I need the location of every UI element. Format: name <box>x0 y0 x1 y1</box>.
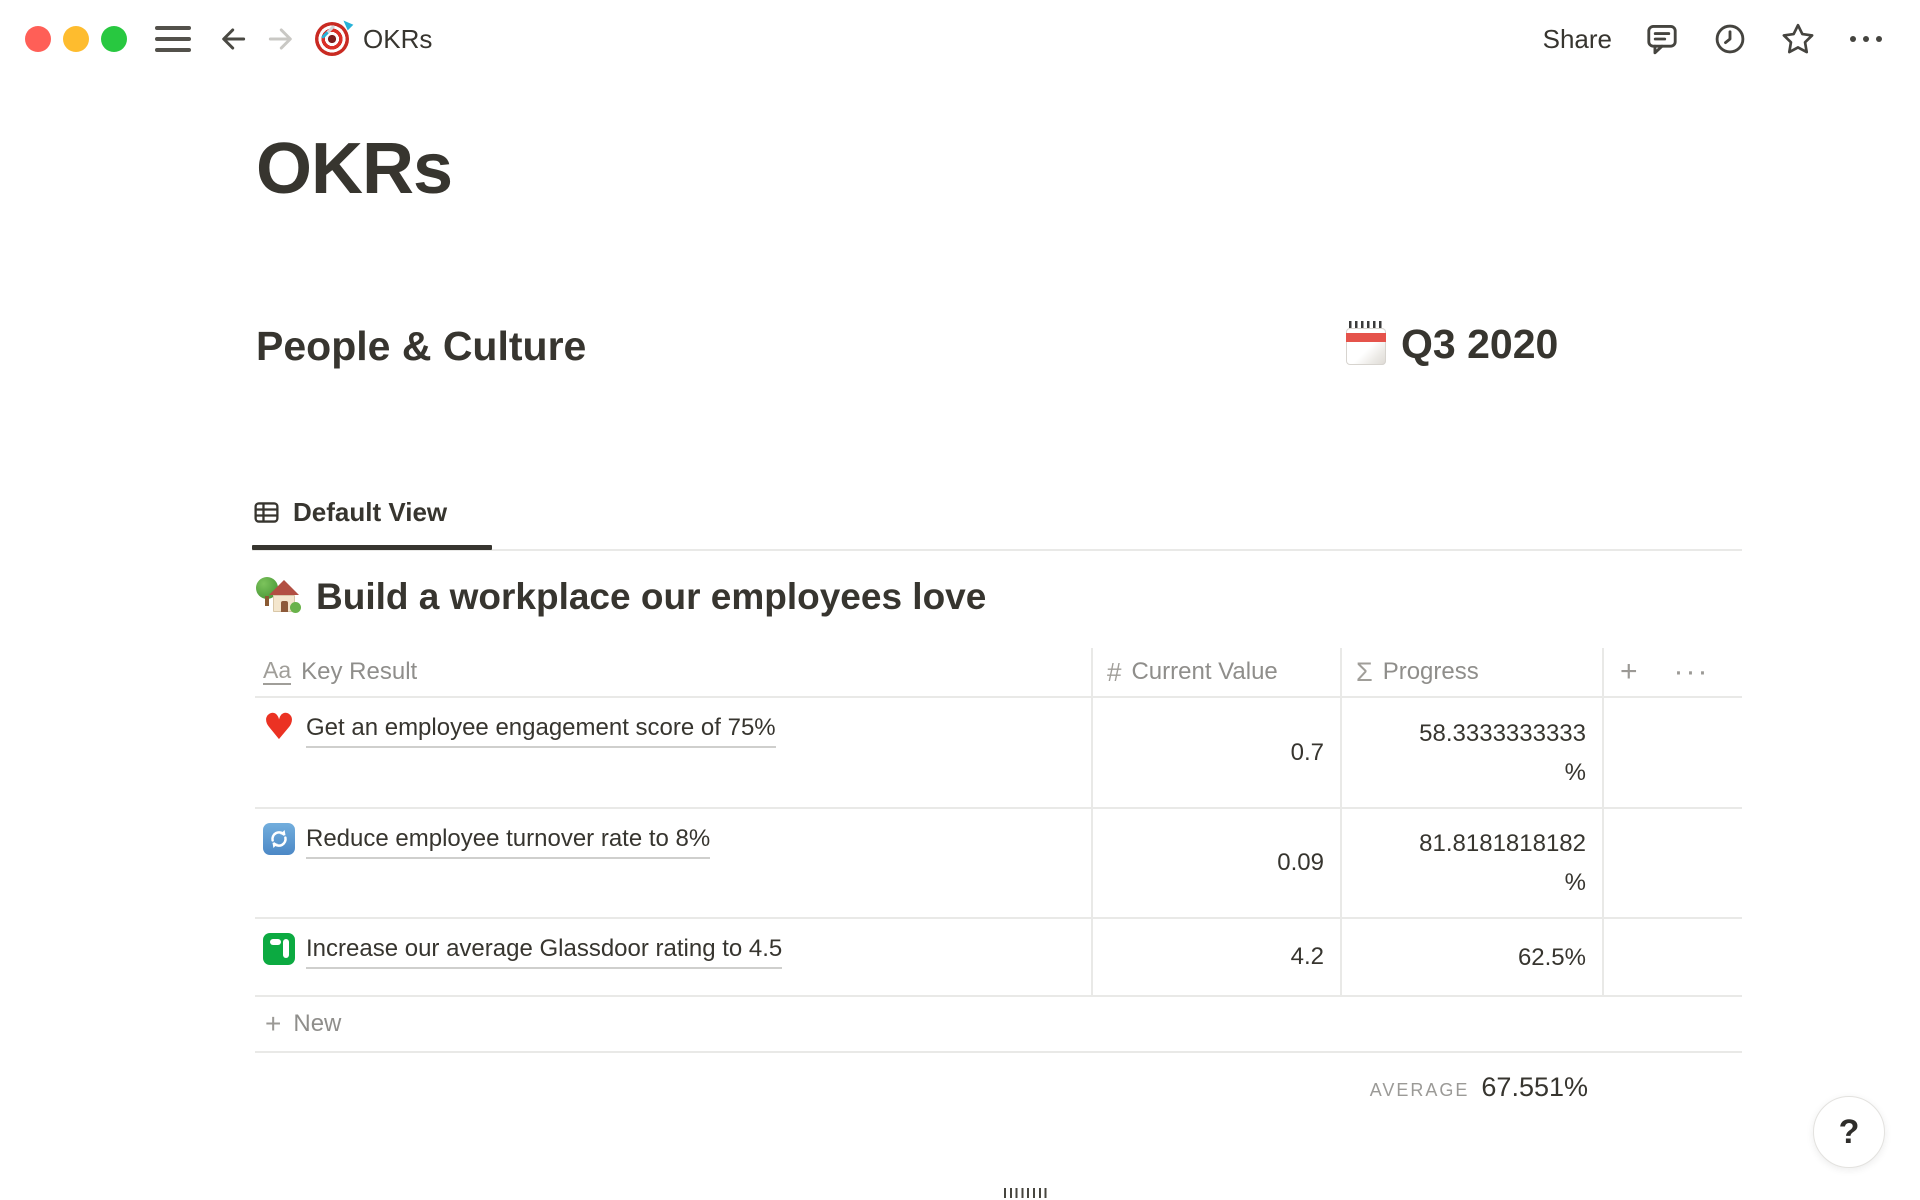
key-result-link[interactable]: Reduce employee turnover rate to 8% <box>306 822 710 859</box>
column-label: Key Result <box>301 658 418 685</box>
comment-icon <box>1644 21 1680 57</box>
topbar <box>0 0 1920 78</box>
sidebar-menu-button[interactable] <box>155 26 191 52</box>
current-value-cell[interactable]: 4.2 <box>1093 919 1342 995</box>
table-view-icon <box>252 498 281 527</box>
average-value: 67.551% <box>1481 1072 1588 1102</box>
quarter-heading[interactable] <box>1344 318 1558 370</box>
counterclockwise-arrows-icon <box>263 823 295 855</box>
clock-icon <box>1712 21 1748 57</box>
column-header-progress[interactable] <box>1342 648 1604 696</box>
close-window-button[interactable] <box>25 26 51 52</box>
tab-default-view[interactable] <box>252 497 447 528</box>
plus-icon: + <box>265 1008 282 1039</box>
text-property-icon: Aa <box>263 657 292 683</box>
comments-button[interactable] <box>1644 21 1680 57</box>
share-button[interactable]: Share <box>1542 23 1612 54</box>
star-icon <box>1780 21 1816 57</box>
red-heart-icon <box>263 712 295 744</box>
key-result-cell <box>255 809 1093 917</box>
calculation-row[interactable] <box>255 1052 1604 1103</box>
question-mark-icon: ? <box>1838 1112 1860 1151</box>
okr-table <box>255 648 1742 1053</box>
clipped-emoji-top <box>1004 1188 1050 1198</box>
current-value-cell[interactable]: 0.09 <box>1093 809 1342 917</box>
key-result-link[interactable]: Increase our average Glassdoor rating to 4.5 <box>306 932 782 969</box>
number-property-icon: # <box>1107 657 1122 687</box>
table-row <box>255 919 1742 997</box>
key-result-cell <box>255 919 1093 995</box>
glassdoor-logo-icon <box>263 933 295 965</box>
row-extra-cell <box>1604 698 1740 807</box>
back-button[interactable] <box>217 23 249 55</box>
dart-page-emoji-icon <box>315 22 349 56</box>
objective-title: Build a workplace our employees love <box>316 576 987 617</box>
active-tab-underline <box>252 545 492 550</box>
table-header-row <box>255 648 1742 698</box>
row-extra-cell <box>1604 919 1740 995</box>
row-extra-cell <box>1604 809 1740 917</box>
column-header-current-value[interactable] <box>1093 648 1342 696</box>
house-garden-emoji-icon <box>256 574 302 620</box>
current-value-cell[interactable]: 0.7 <box>1093 698 1342 807</box>
updates-button[interactable] <box>1712 21 1748 57</box>
average-label: AVERAGE <box>1369 1080 1470 1100</box>
key-result-link[interactable]: Get an employee engagement score of 75% <box>306 711 776 748</box>
header-extra-cell <box>1604 648 1740 696</box>
more-options-button[interactable] <box>1848 21 1884 57</box>
objective-heading[interactable] <box>256 572 986 622</box>
progress-cell: 58.3333333333% <box>1342 698 1604 807</box>
topbar-actions <box>1543 21 1884 57</box>
column-label: Progress <box>1382 658 1479 685</box>
table-options-button[interactable]: ··· <box>1673 655 1710 688</box>
breadcrumb[interactable] <box>315 22 432 56</box>
back-arrow-icon <box>217 23 249 55</box>
page-title[interactable]: OKRs <box>256 129 453 209</box>
minimize-window-button[interactable] <box>63 26 89 52</box>
traffic-lights <box>25 26 127 52</box>
favorite-button[interactable] <box>1780 21 1816 57</box>
help-button[interactable] <box>1813 1096 1885 1168</box>
table-row <box>255 698 1742 809</box>
ellipsis-icon <box>1850 36 1882 42</box>
spiral-calendar-emoji-icon <box>1344 321 1388 367</box>
zoom-window-button[interactable] <box>101 26 127 52</box>
formula-property-icon: Σ <box>1356 656 1373 687</box>
table-row <box>255 809 1742 919</box>
column-label: Current Value <box>1131 658 1278 685</box>
key-result-cell <box>255 698 1093 807</box>
team-heading[interactable]: People & Culture <box>256 323 587 369</box>
tab-label: Default View <box>293 497 448 527</box>
forward-arrow-icon <box>265 23 297 55</box>
new-row-label: New <box>293 1010 342 1037</box>
add-column-button[interactable]: + <box>1620 655 1638 688</box>
forward-button[interactable] <box>265 23 297 55</box>
breadcrumb-title[interactable]: OKRs <box>363 23 433 54</box>
progress-cell: 62.5% <box>1342 919 1604 995</box>
column-header-key-result[interactable] <box>255 648 1093 696</box>
progress-cell: 81.8181818182% <box>1342 809 1604 917</box>
quarter-heading-label: Q3 2020 <box>1401 321 1559 367</box>
new-row-button[interactable] <box>255 997 1742 1053</box>
